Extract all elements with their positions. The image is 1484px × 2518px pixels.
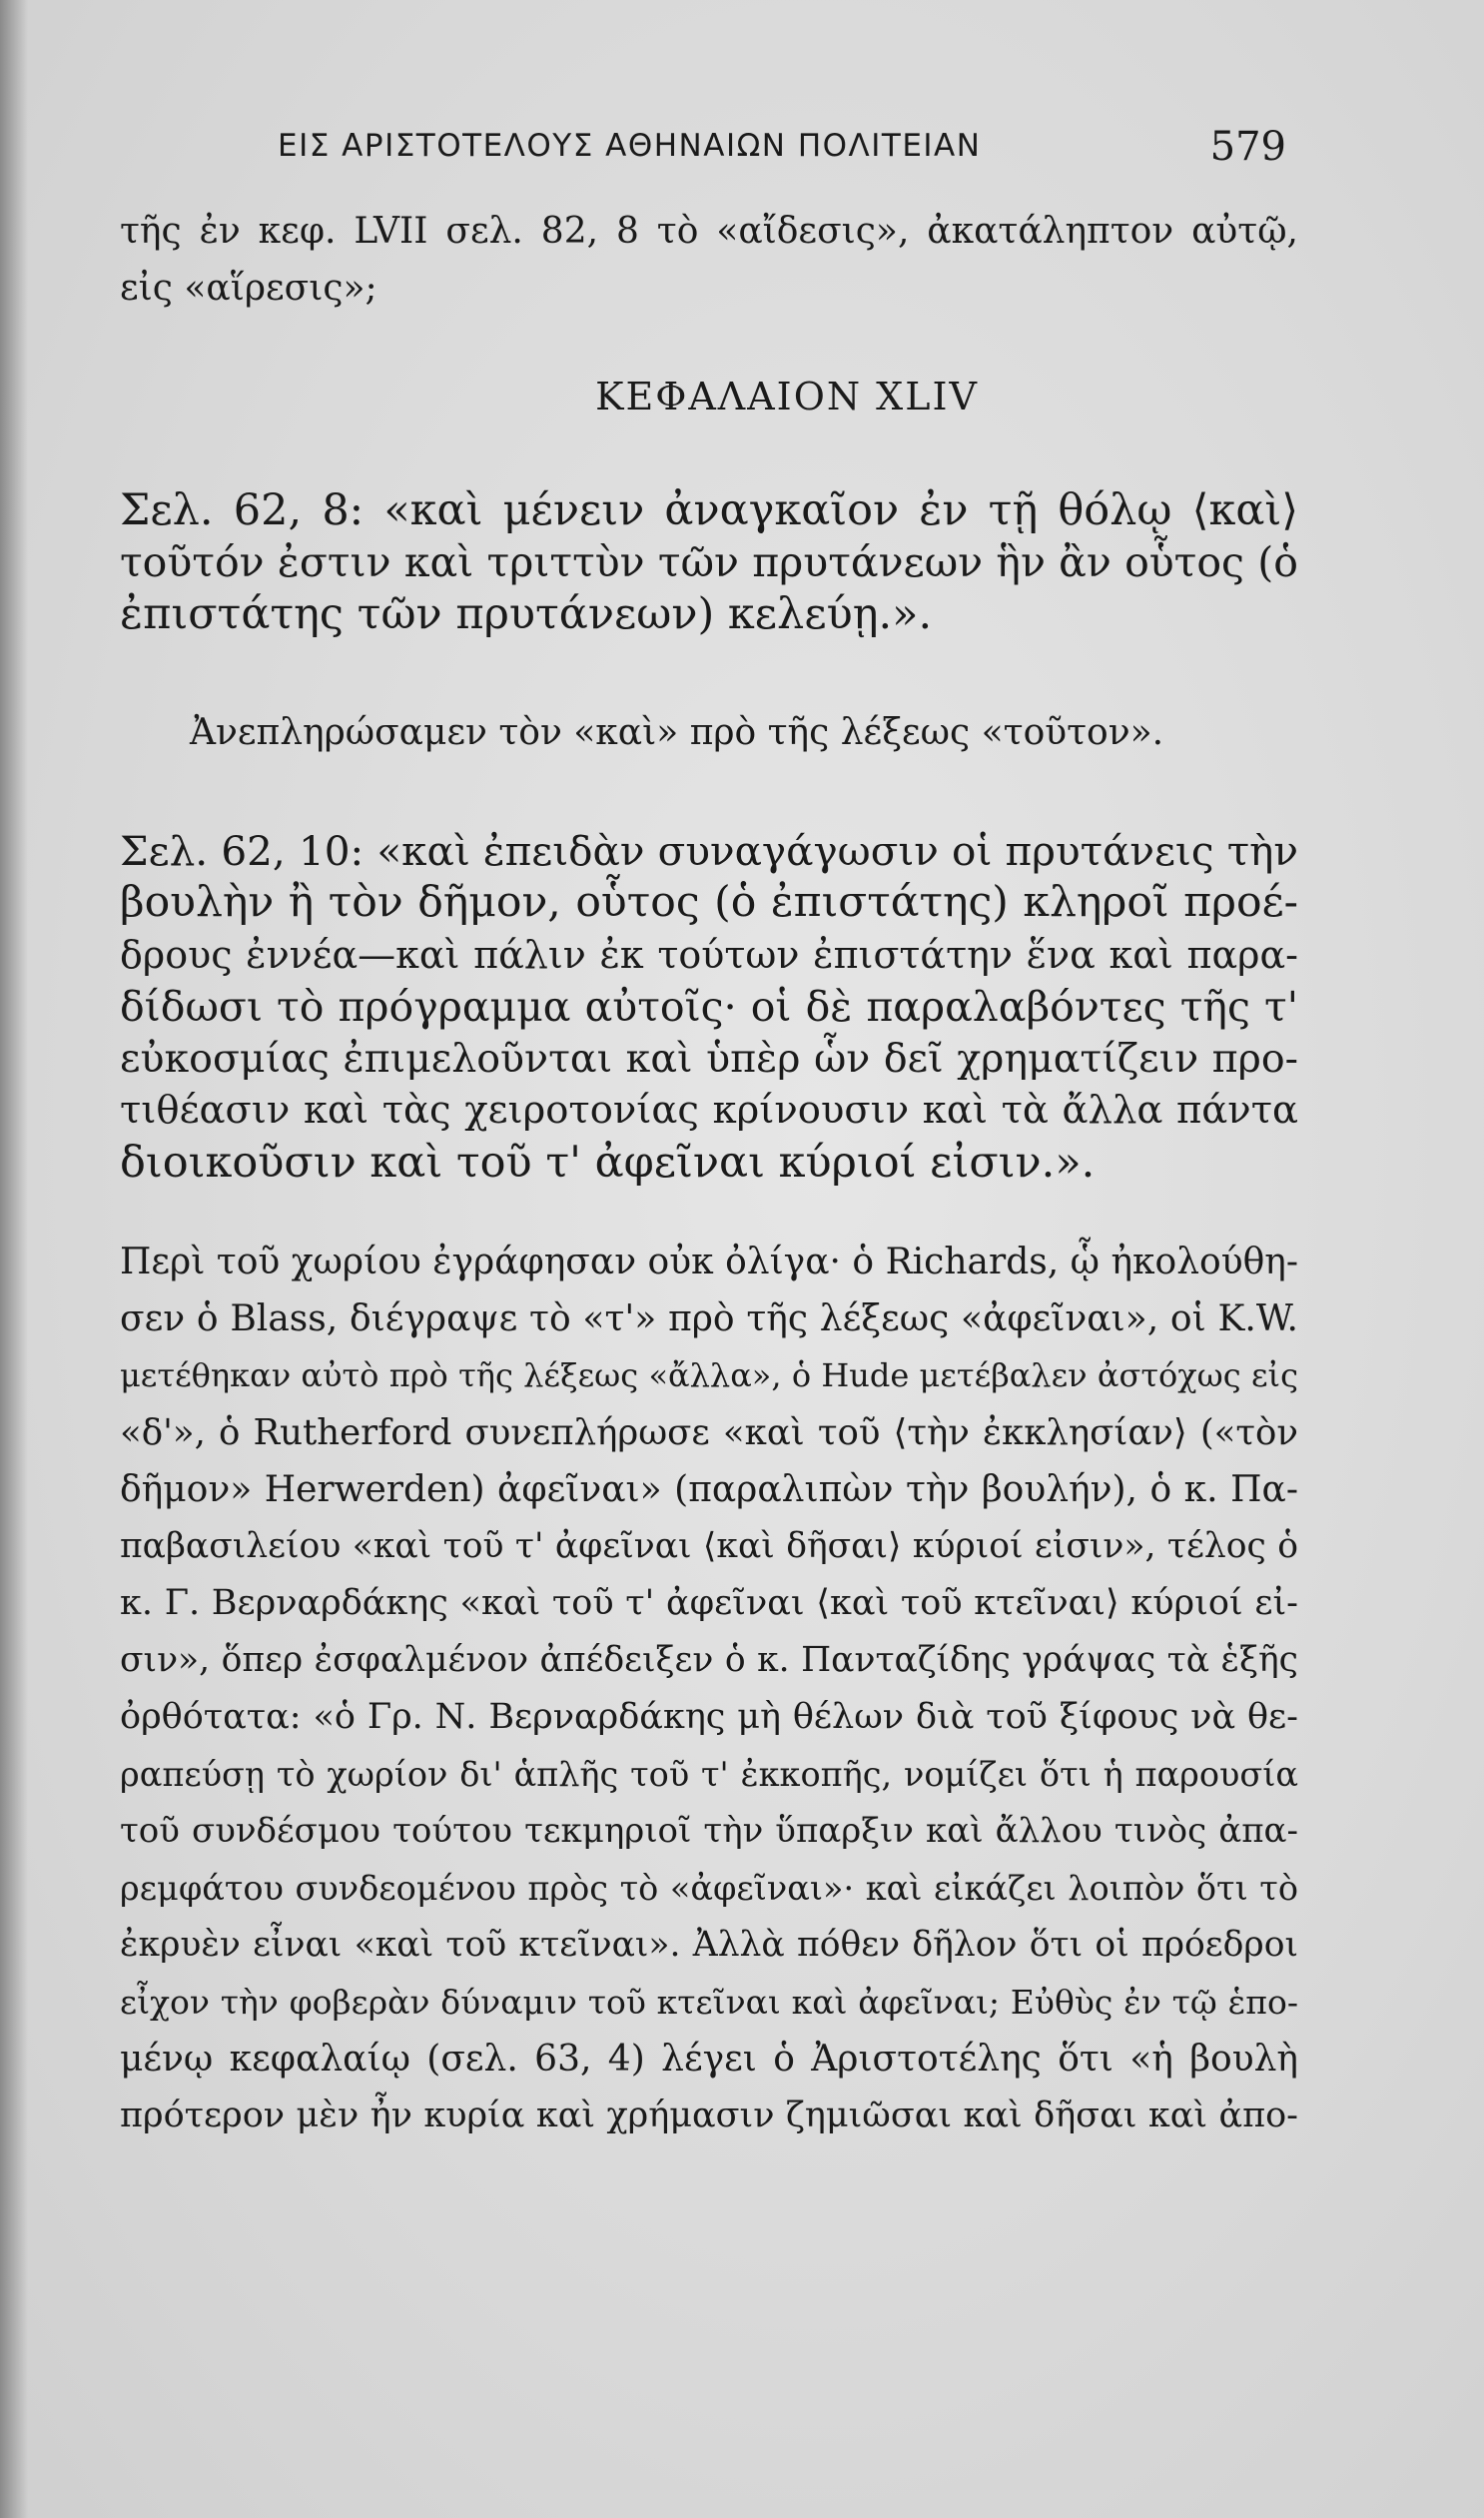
text-line: Σελ. 62, 10: «καὶ ἐπειδὰν συναγάγωσιν οἱ πρυτάνεις τὴν: [120, 827, 1298, 875]
text-line: βουλὴν ἢ τὸν δῆμον, οὗτος (ὁ ἐπιστάτης) κληροῖ προέ-: [120, 878, 1298, 927]
text-line: τοῦ συνδέσμου τούτου τεκμηριοῖ τὴν ὕπαρξιν καὶ ἄλλου τινὸς ἀπα-: [120, 1811, 1298, 1851]
text-line: ἐπιστάτης τῶν πρυτάνεων) κελεύῃ.».: [120, 589, 933, 639]
text-line: δίδωσι τὸ πρόγραμμα αὐτοῖς· οἱ δὲ παραλαβόντες τῆς τ': [120, 983, 1298, 1031]
page-number: 579: [1209, 124, 1286, 170]
running-title: ΕΙΣ ΑΡΙΣΤΟΤΕΛΟΥΣ ΑΘΗΝΑΙΩΝ ΠΟΛΙΤΕΙΑΝ: [278, 128, 982, 164]
text-line: παβασιλείου «καὶ τοῦ τ' ἀφεῖναι ⟨καὶ δῆσαι⟩ κύριοί εἰσιν», τέλος ὁ: [120, 1526, 1298, 1566]
text-line: σιν», ὅπερ ἐσφαλμένον ἀπέδειξεν ὁ κ. Πανταζίδης γράψας τὰ ἑξῆς: [120, 1640, 1298, 1680]
text-line: τῆς ἐν κεφ. LVII σελ. 82, 8 τὸ «αἴδεσις», ἀκατάληπτον αὐτῷ,: [120, 211, 1298, 252]
text-line: Σελ. 62, 8: «καὶ μένειν ἀναγκαῖον ἐν τῇ θόλῳ ⟨καὶ⟩: [120, 485, 1298, 535]
commentary-note-2: [120, 1234, 1298, 2144]
text-line: ἐκρυὲν εἶναι «καὶ τοῦ κτεῖναι». Ἀλλὰ πόθεν δῆλον ὅτι οἱ πρόεδροι: [120, 1925, 1298, 1965]
chapter-heading: ΚΕΦΑΛΑΙΟΝ XLIV: [595, 375, 979, 419]
text-line: Περὶ τοῦ χωρίου ἐγράφησαν οὐκ ὀλίγα· ὁ Richards, ᾧ ἠκολούθη-: [120, 1242, 1298, 1282]
quote-paragraph-2: [120, 825, 1298, 1189]
top-note: [120, 203, 1298, 317]
text-line: εἰς «αἵρεσις»;: [120, 268, 377, 309]
text-line: δῆμον» Herwerden) ἀφεῖναι» (παραλιπὼν τὴν βουλήν), ὁ κ. Πα-: [120, 1469, 1298, 1510]
text-line: ρεμφάτου συνδεομένου πρὸς τὸ «ἀφεῖναι»· καὶ εἰκάζει λοιπὸν ὅτι τὸ: [120, 1869, 1298, 1908]
text-line: σεν ὁ Blass, διέγραψε τὸ «τ'» πρὸ τῆς λέξεως «ἀφεῖναι», οἱ K.W.: [120, 1298, 1298, 1339]
text-line: εἶχον τὴν φοβερὰν δύναμιν τοῦ κτεῖναι καὶ ἀφεῖναι; Εὐθὺς ἐν τῷ ἑπο-: [120, 1983, 1298, 2022]
commentary-note-1: [190, 704, 1298, 761]
text-line: «δ'», ὁ Rutherford συνεπλήρωσε «καὶ τοῦ ⟨τὴν ἐκκλησίαν⟩ («τὸν: [120, 1412, 1298, 1453]
text-line: εὐκοσμίας ἐπιμελοῦνται καὶ ὑπὲρ ὧν δεῖ χρηματίζειν προ-: [120, 1036, 1298, 1082]
text-line: μετέθηκαν αὐτὸ πρὸ τῆς λέξεως «ἄλλα», ὁ Hude μετέβαλεν ἀστόχως εἰς: [120, 1356, 1298, 1394]
text-line: κ. Γ. Βερναρδάκης «καὶ τοῦ τ' ἀφεῖναι ⟨καὶ τοῦ κτεῖναι⟩ κύριοί εἰ-: [120, 1583, 1298, 1623]
text-line: ὀρθότατα: «ὁ Γρ. Ν. Βερναρδάκης μὴ θέλων διὰ τοῦ ξίφους νὰ θε-: [120, 1697, 1298, 1737]
text-line: δρους ἐννέα—καὶ πάλιν ἐκ τούτων ἐπιστάτην ἕνα καὶ παρα-: [120, 933, 1298, 977]
text-line: μένῳ κεφαλαίῳ (σελ. 63, 4) λέγει ὁ Ἀριστοτέλης ὅτι «ἡ βουλὴ: [120, 2039, 1298, 2080]
text-line: Ἀνεπληρώσαμεν τὸν «καὶ» πρὸ τῆς λέξεως «τοῦτον».: [190, 712, 1164, 753]
text-line: τοῦτόν ἐστιν καὶ τριττὺν τῶν πρυτάνεων ἣν ἂν οὗτος (ὁ: [120, 538, 1298, 586]
text-line: διοικοῦσιν καὶ τοῦ τ' ἀφεῖναι κύριοί εἰσιν.».: [120, 1138, 1096, 1188]
text-line: πρότερον μὲν ἦν κυρία καὶ χρήμασιν ζημιῶσαι καὶ δῆσαι καὶ ἀπο-: [120, 2096, 1298, 2135]
text-line: τιθέασιν καὶ τὰς χειροτονίας κρίνουσιν καὶ τὰ ἄλλα πάντα: [120, 1088, 1298, 1133]
quote-paragraph-1: [120, 484, 1298, 640]
page-header: [278, 124, 1286, 176]
text-line: ραπεύσῃ τὸ χωρίον δι' ἁπλῆς τοῦ τ' ἐκκοπῆς, νομίζει ὅτι ἡ παρουσία: [120, 1755, 1298, 1794]
